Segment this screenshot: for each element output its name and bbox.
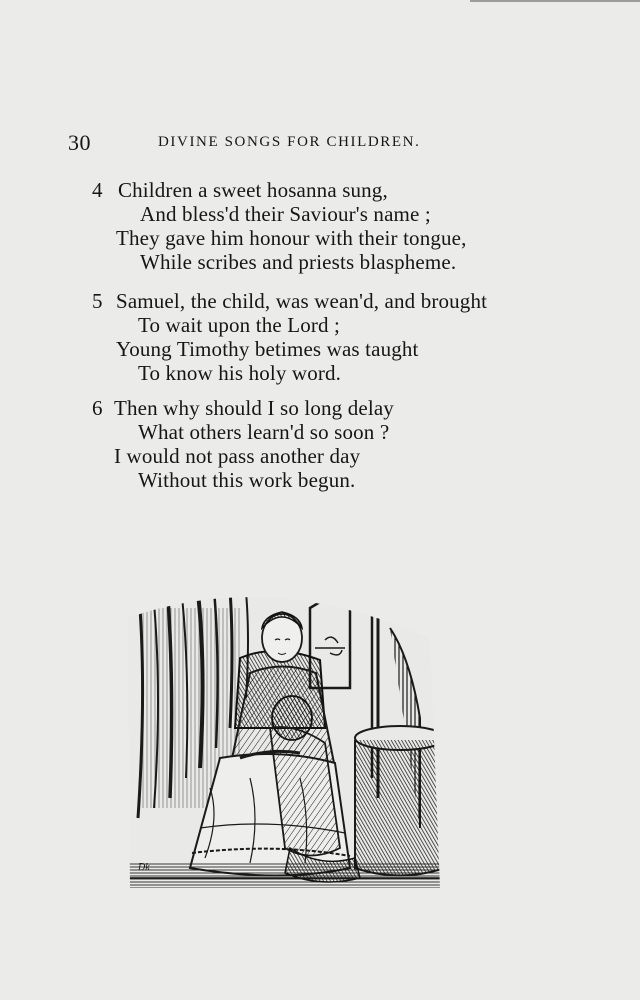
verse-line-text: Then why should I so long delay (114, 396, 394, 420)
verse-line-text: They gave him honour with their tongue, (116, 226, 467, 250)
verse-line (92, 468, 562, 492)
engraving-illustration (110, 578, 450, 908)
verse-line-text: Young Timothy betimes was taught (116, 337, 419, 361)
verse-line (92, 202, 562, 226)
verse-line-text: What others learn'd so soon ? (138, 420, 390, 444)
verse-number: 4 (92, 178, 103, 202)
verse-line-text: And bless'd their Saviour's name ; (140, 202, 431, 226)
verse-6 (92, 396, 562, 492)
verse-line (92, 289, 562, 313)
verse-4 (92, 178, 562, 274)
verse-line (92, 178, 562, 202)
verse-line (92, 226, 562, 250)
verse-line-text: I would not pass another day (114, 444, 361, 468)
verse-line (92, 337, 562, 361)
verse-line-text: Children a sweet hosanna sung, (118, 178, 388, 202)
verse-line (92, 444, 562, 468)
verse-number: 5 (92, 289, 103, 313)
floor-hatching (110, 863, 450, 908)
verse-line (92, 250, 562, 274)
side-table (355, 726, 445, 876)
verse-line (92, 313, 562, 337)
verse-line (92, 361, 562, 385)
page-number: 30 (68, 130, 91, 155)
verse-5 (92, 289, 562, 385)
verse-line-text: While scribes and priests blaspheme. (140, 250, 457, 274)
verse-line-text: To know his holy word. (138, 361, 342, 385)
verse-line-text: Samuel, the child, was wean'd, and brought (116, 289, 488, 313)
page-edge-mark (470, 0, 640, 2)
verse-line (92, 396, 562, 420)
verse-line (92, 420, 562, 444)
verse-line-text: Without this work begun. (138, 468, 356, 492)
verse-number: 6 (92, 396, 103, 420)
engraver-initials: Dk (138, 862, 150, 873)
running-title: DIVINE SONGS FOR CHILDREN. (158, 134, 421, 150)
verse-line-text: To wait upon the Lord ; (138, 313, 341, 337)
